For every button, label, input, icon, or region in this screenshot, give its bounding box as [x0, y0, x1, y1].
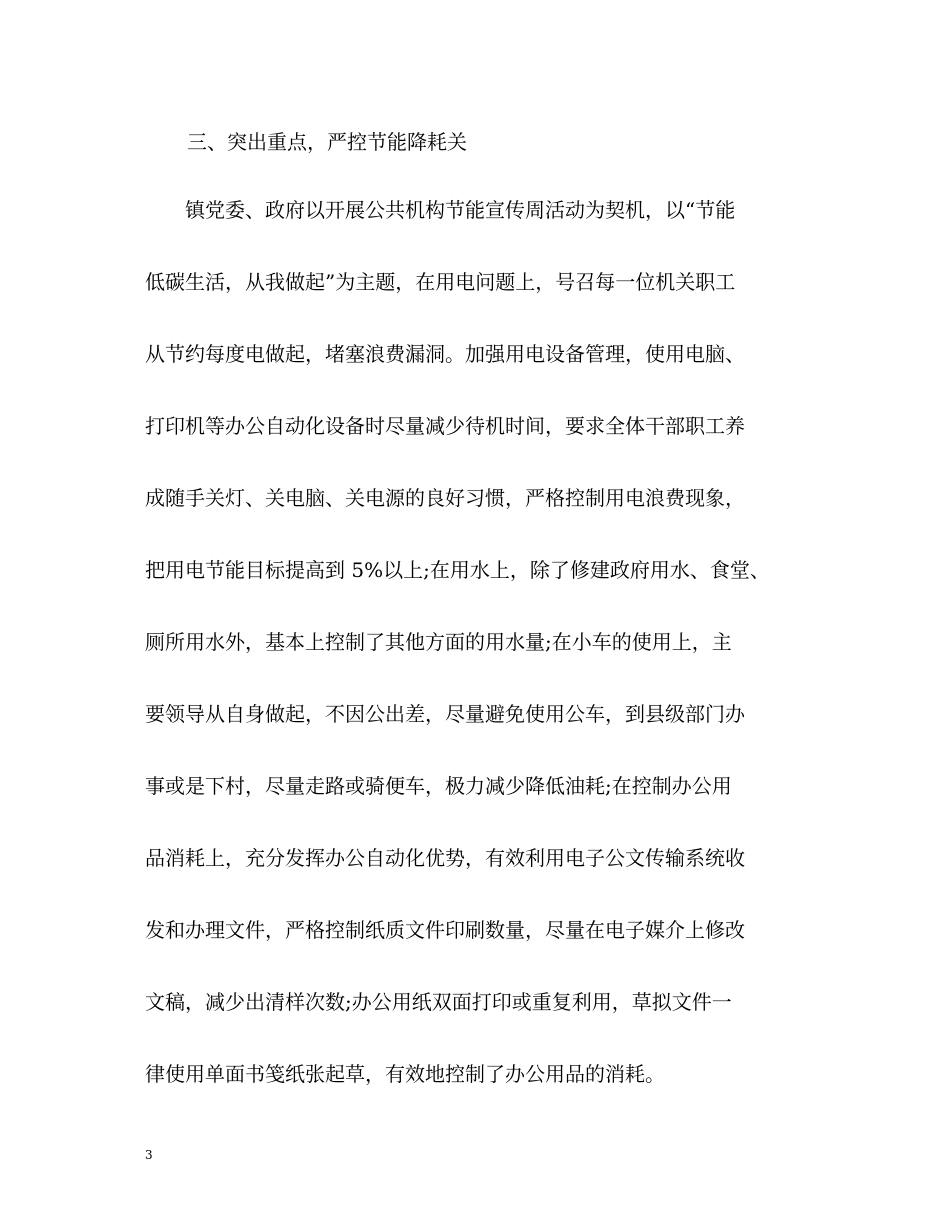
- paragraph-line: 发和办理文件，严格控制纸质文件印刷数量，尽量在电子媒介上修改: [145, 918, 745, 942]
- paragraph-line: 文稿，减少出清样次数;办公用纸双面打印或重复利用，草拟文件一: [145, 990, 732, 1014]
- section-heading: 三、突出重点，严控节能降耗关: [187, 130, 467, 154]
- paragraph-line: 要领导从自身做起，不因公出差，尽量避免使用公车，到县级部门办: [145, 702, 745, 726]
- paragraph-line: 低碳生活，从我做起”为主题，在用电问题上，号召每一位机关职工: [145, 270, 736, 294]
- paragraph-line: 成随手关灯、关电脑、关电源的良好习惯，严格控制用电浪费现象，: [145, 486, 745, 510]
- paragraph-line: 从节约每度电做起，堵塞浪费漏洞。加强用电设备管理，使用电脑、: [145, 342, 745, 366]
- paragraph-line: 把用电节能目标提高到 5%以上;在用水上，除了修建政府用水、食堂、: [145, 558, 770, 582]
- paragraph-line: 事或是下村，尽量走路或骑便车，极力减少降低油耗;在控制办公用: [145, 774, 732, 798]
- page-number: 3: [145, 1148, 153, 1162]
- paragraph-line: 厕所用水外，基本上控制了其他方面的用水量;在小车的使用上，主: [145, 630, 732, 654]
- paragraph-line: 打印机等办公自动化设备时尽量减少待机时间，要求全体干部职工养: [145, 414, 745, 438]
- paragraph-line: 品消耗上，充分发挥办公自动化优势，有效利用电子公文传输系统收: [145, 846, 745, 870]
- paragraph-line: 律使用单面书笺纸张起草，有效地控制了办公用品的消耗。: [145, 1062, 665, 1086]
- paragraph-line: 镇党委、政府以开展公共机构节能宣传周活动为契机，以“节能: [145, 198, 736, 222]
